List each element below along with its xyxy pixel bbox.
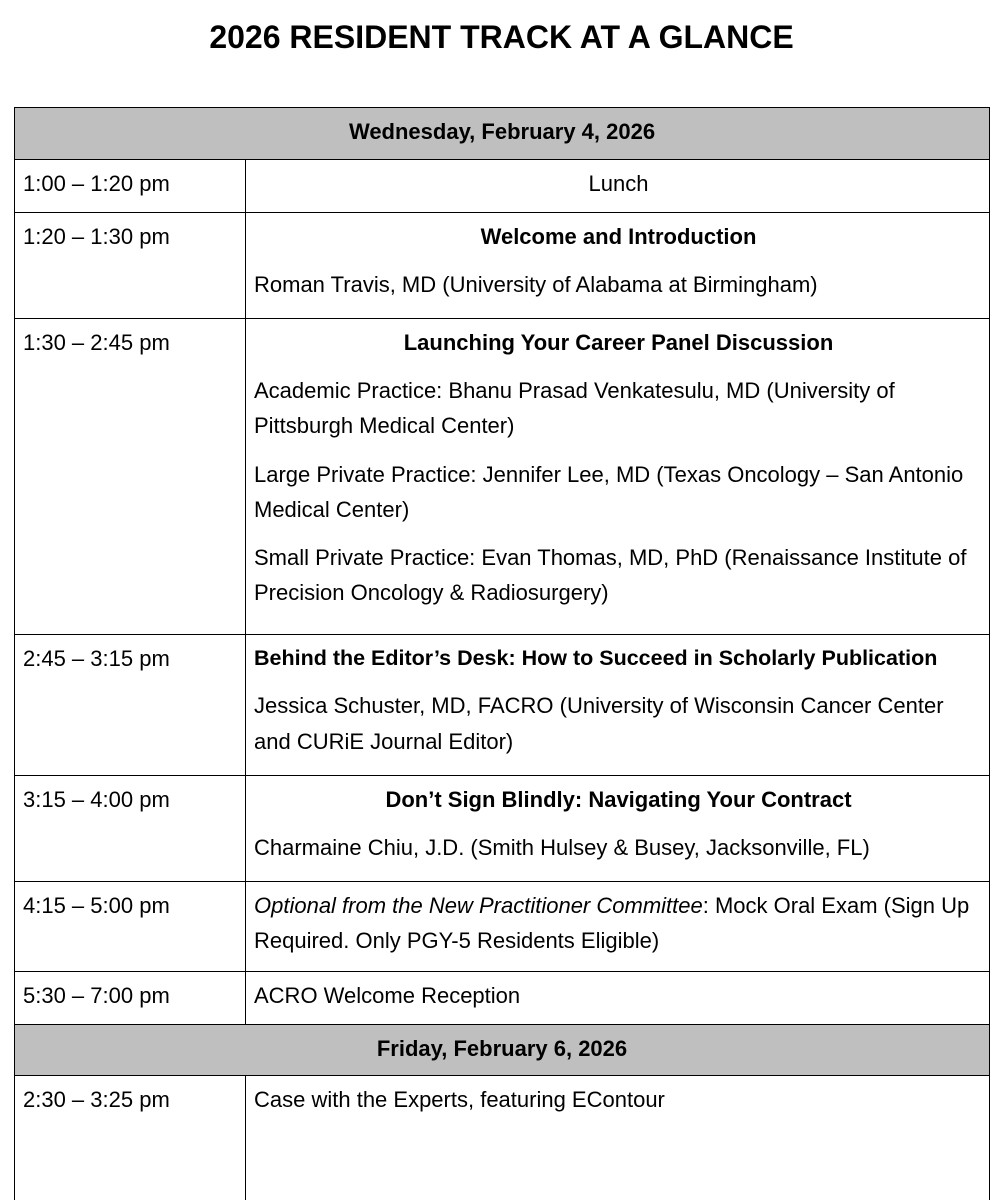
table-row: [15, 160, 990, 213]
session-cell: [246, 635, 990, 776]
session-time: 2:45 – 3:15 pm: [15, 635, 246, 776]
panelist-small-private: Small Private Practice: Evan Thomas, MD, PhD (Renaissance Institute of Precision Oncology & Radiosurgery): [254, 544, 967, 606]
table-row: [15, 1076, 990, 1200]
session-description: Case with the Experts, featuring EContour: [254, 1087, 665, 1112]
session-time: 4:15 – 5:00 pm: [15, 882, 246, 972]
session-title: Launching Your Career Panel Discussion: [403, 330, 834, 355]
session-cell: [246, 213, 990, 319]
session-cell: [246, 1076, 990, 1200]
page-title: 2026 RESIDENT TRACK AT A GLANCE: [209, 19, 794, 55]
table-row: [15, 635, 990, 776]
session-time: 2:30 – 3:25 pm: [15, 1076, 246, 1200]
session-title: Don’t Sign Blindly: Navigating Your Contract: [385, 787, 852, 812]
session-description-rest: : Mock Oral Exam (Sign Up Required. Only PGY-5 Residents Eligible): [254, 893, 970, 954]
day-header-row: [15, 1025, 990, 1076]
table-row: [15, 776, 990, 882]
session-title: Welcome and Introduction: [480, 224, 757, 249]
panelist-academic: Academic Practice: Bhanu Prasad Venkatesulu, MD (University of Pittsburgh Medical Center): [254, 378, 895, 439]
table-row: [15, 213, 990, 319]
session-cell: [246, 160, 990, 213]
table-row: [15, 319, 990, 635]
session-time: 1:20 – 1:30 pm: [15, 213, 246, 319]
table-row: [15, 882, 990, 972]
session-speaker: Jessica Schuster, MD, FACRO (University of Wisconsin Cancer Center and CURiE Journal Editor): [254, 693, 944, 754]
day-header: Friday, February 6, 2026: [15, 1025, 990, 1076]
session-cell: [246, 776, 990, 882]
day-header: Wednesday, February 4, 2026: [15, 108, 990, 160]
session-cell: [246, 882, 990, 972]
day-header-row: [15, 108, 990, 160]
session-time: 1:30 – 2:45 pm: [15, 319, 246, 635]
session-title-part-a: Behind the Editor’s Desk: [254, 646, 509, 670]
session-cell: [246, 319, 990, 635]
panelist-large-private: Large Private Practice: Jennifer Lee, MD (Texas Oncology – San Antonio Medical Center): [254, 461, 964, 522]
session-title: Lunch: [588, 171, 649, 196]
session-description: ACRO Welcome Reception: [254, 983, 521, 1008]
session-description: [254, 888, 983, 958]
session-time: 3:15 – 4:00 pm: [15, 776, 246, 882]
session-description-italic: Optional from the New Practitioner Committee: [254, 893, 703, 918]
session-speaker: Roman Travis, MD (University of Alabama at Birmingham): [254, 272, 818, 298]
schedule-table: [14, 107, 990, 1200]
session-time: 1:00 – 1:20 pm: [15, 160, 246, 213]
session-cell: [246, 972, 990, 1025]
session-time: 5:30 – 7:00 pm: [15, 972, 246, 1025]
session-speaker: Charmaine Chiu, J.D. (Smith Hulsey & Busey, Jacksonville, FL): [254, 835, 870, 861]
table-row: [15, 972, 990, 1025]
session-title-part-b: : How to Succeed in Scholarly Publication: [508, 646, 938, 670]
session-title: [254, 641, 983, 675]
